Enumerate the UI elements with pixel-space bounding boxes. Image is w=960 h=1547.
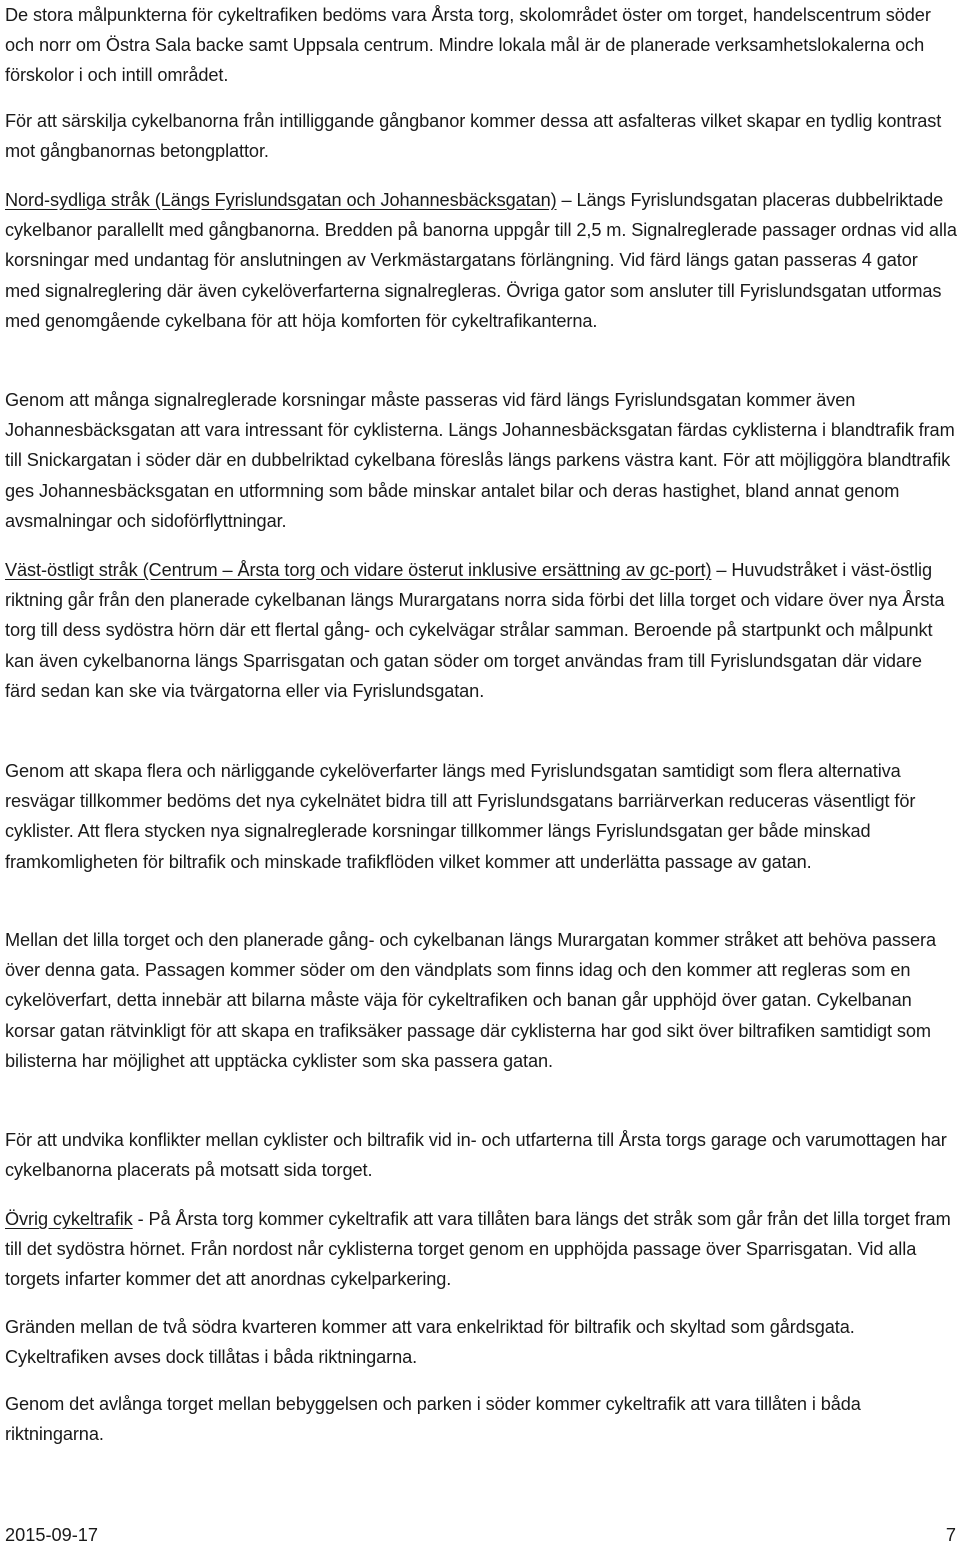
paragraph-other-traffic xyxy=(5,1204,957,1295)
paragraph-johannesbacksgatan: Genom att många signalreglerade korsningar måste passeras vid färd längs Fyrislundsgatan kommer även Johannesbäcksgatan att vara intressant för cyklisterna. Längs Johannesbäcksgatan färdas cyklisterna i blandtrafik fram till Snickargatan i söder där en dubbelriktad cykelbana föreslås längs parkens västra kant. För att möjliggöra blandtrafik ges Johannesbäcksgatan en utformning som både minskar antalet bilar och deras hastighet, bland annat genom avsmalningar och sidoförflyttningar. xyxy=(5,390,955,531)
paragraph-murargatan: Mellan det lilla torget och den planerade gång- och cykelbanan längs Murargatan kommer stråket att behöva passera över denna gata. Passagen kommer söder om den vändplats som finns idag och den kommer att regleras som en cykelöverfart, detta innebär att bilarna måste väja för cykeltrafiken och banan går upphöjd över gatan. Cykelbanan korsar gatan rätvinkligt för att skapa en trafiksäker passage där cyklisterna har god sikt över biltrafiken samtidigt som bilisterna har möjlighet att upptäcka cyklister som ska passera gatan. xyxy=(5,930,936,1071)
paragraph-north-south xyxy=(5,185,957,336)
section-heading-west-east: Väst-östligt stråk (Centrum – Årsta torg och vidare österut inklusive ersättning av gc-port) xyxy=(5,560,712,580)
paragraph-north-south-body: – Längs Fyrislundsgatan placeras dubbelriktade cykelbanor parallellt med gångbanorna. Bredden på banorna uppgår till 2,5 m. Signalreglerade passager ordnas vid alla korsningar med undantag för anslutningen av Verkmästargatans förlängning. Vid färd längs gatan passeras 4 gator med signalreglering där även cykelöverfarterna signalregleras. Övriga gator som ansluter till Fyrislundsgatan utformas med genomgående cykelbana för att höja komforten för cykeltrafikanterna. xyxy=(5,190,957,331)
paragraph-asphalt: För att särskilja cykelbanorna från intilliggande gångbanor kommer dessa att asfalteras vilket skapar en tydlig kontrast mot gångbanornas betongplattor. xyxy=(5,111,942,162)
paragraph-destinations: De stora målpunkterna för cykeltrafiken bedöms vara Årsta torg, skolområdet öster om torget, handelscentrum söder och norr om Östra Sala backe samt Uppsala centrum. Mindre lokala mål är de planerade verksamhetslokalerna och förskolor i och intill området. xyxy=(5,5,931,86)
paragraph-garage: För att undvika konflikter mellan cyklister och biltrafik vid in- och utfarterna till Årsta torgs garage och varumottagen har cykelbanorna placerats på motsatt sida torget. xyxy=(5,1130,947,1181)
section-heading-other-traffic: Övrig cykeltrafik xyxy=(5,1209,133,1229)
paragraph-crossings: Genom att skapa flera och närliggande cykelöverfarter längs med Fyrislundsgatan samtidigt som flera alternativa resvägar tillkommer bedöms det nya cykelnätet bidra till att Fyrislundsgatans barriärverkan reduceras väsentligt för cyklister. Att flera stycken nya signalreglerade korsningar tillkommer längs Fyrislundsgatan ger både minskad framkomligheten för biltrafik och minskade trafikflöden vilket kommer att underlätta passage av gatan. xyxy=(5,761,916,872)
paragraph-long-square: Genom det avlånga torget mellan bebyggelsen och parken i söder kommer cykeltrafik att vara tillåten i båda riktningarna. xyxy=(5,1394,861,1445)
paragraph-alley: Gränden mellan de två södra kvarteren kommer att vara enkelriktad för biltrafik och skyltad som gårdsgata. Cykeltrafiken avses dock tillåtas i båda riktningarna. xyxy=(5,1317,855,1368)
footer-date: 2015-09-17 xyxy=(5,1525,99,1545)
paragraph-other-traffic-body: - På Årsta torg kommer cykeltrafik att vara tillåten bara längs det stråk som går från det lilla torget fram till det sydöstra hörnet. Från nordost når cyklisterna torget genom en upphöjda passage över Sparrisgatan. Vid alla torgets infarter kommer det att anordnas cykelparkering. xyxy=(5,1209,951,1290)
page-footer xyxy=(5,1524,956,1546)
paragraph-west-east-body: – Huvudstråket i väst-östlig riktning går från den planerade cykelbanan längs Murargatans norra sida förbi det lilla torget och vidare över nya Årsta torg till dess sydöstra hörn där ett flertal gång- och cykelvägar strålar samman. Beroende på startpunkt och målpunkt kan även cykelbanorna längs Sparrisgatan och gatan söder om torget användas fram till Fyrislundsgatan där vidare färd sedan kan ske via tvärgatorna eller via Fyrislundsgatan. xyxy=(5,560,945,701)
paragraph-west-east xyxy=(5,555,957,706)
footer-page-number: 7 xyxy=(945,1525,956,1545)
section-heading-north-south: Nord-sydliga stråk (Längs Fyrislundsgatan och Johannesbäcksgatan) xyxy=(5,190,557,210)
